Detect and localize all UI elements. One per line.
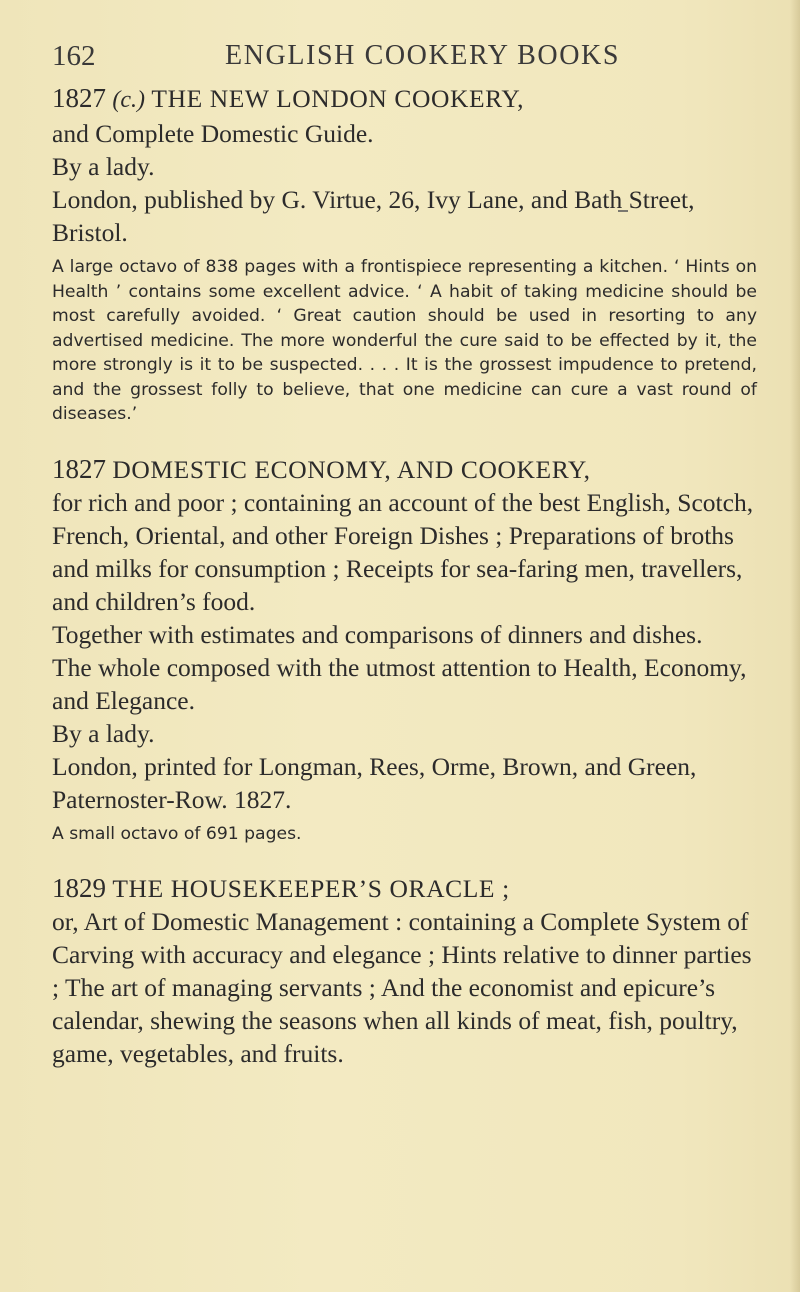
entry-year: 1827 bbox=[52, 83, 106, 113]
entry-line: Together with estimates and comparisons of dinners and dishes. bbox=[52, 619, 703, 649]
entry-line: By a lady. bbox=[52, 718, 155, 748]
entry-line: or, Art of Domestic Management : containing a Complete System of Carving with accuracy and elegance ; Hints relative to dinner parties ; The art of managing servants ; And the economist and epicure’s calendar, shewing the seasons when all kinds of meat, fish, poultry, game, vegetables, and fruits. bbox=[52, 907, 752, 1068]
entry-qualifier: (c.) bbox=[112, 87, 146, 113]
entry-heading bbox=[52, 82, 757, 117]
entry-note: A large octavo of 838 pages with a frontispiece representing a kitchen. ‘ Hints on Health ’ contains some excellent advice. ‘ A habit of taking medicine should be most carefully avoided. ‘ Great caution should be used in resorting to any advertised medicine. The more wonderful the cure said to be effected by it, the more strongly is it to be suspected. . . . It is the grossest impudence to pretend, and the grossest folly to believe, that one medicine can cure a vast round of diseases.’ bbox=[52, 257, 757, 424]
entry-line: for rich and poor ; containing an account of the best English, Scotch, French, Oriental, and other Foreign Dishes ; Preparations of broths and milks for consumption ; Receipts for sea-faring men, travellers, and children’s food. bbox=[52, 487, 754, 616]
entry-line: London, published by G. Virtue, 26, Ivy Lane, and Bath Street, Bristol. bbox=[52, 185, 695, 247]
entry-title: THE HOUSEKEEPER’S ORACLE ; bbox=[112, 874, 510, 903]
entry-line: London, printed for Longman, Rees, Orme, Brown, and Green, Paternoster-Row. 1827. bbox=[52, 751, 697, 814]
page-number: 162 bbox=[52, 40, 96, 72]
entry-title: DOMESTIC ECONOMY, AND COOKERY, bbox=[112, 454, 591, 484]
book-entry bbox=[52, 453, 757, 847]
entry-title: THE NEW LONDON COOKERY, bbox=[151, 84, 525, 113]
page-header bbox=[52, 40, 752, 80]
running-title: ENGLISH COOKERY BOOKS bbox=[225, 40, 621, 71]
book-entry bbox=[52, 872, 757, 1070]
entry-year: 1829 bbox=[52, 873, 106, 903]
entry-heading bbox=[52, 872, 757, 905]
book-entry bbox=[52, 82, 757, 427]
entry-line: The whole composed with the utmost attention to Health, Economy, and Elegance. bbox=[52, 652, 747, 715]
entry-heading bbox=[52, 453, 757, 486]
entry-line: and Complete Domestic Guide. bbox=[52, 119, 374, 148]
entry-note: A small octavo of 691 pages. bbox=[52, 823, 302, 844]
page-content bbox=[52, 82, 757, 1088]
entry-year: 1827 bbox=[52, 453, 106, 484]
entry-line: By a lady. bbox=[52, 152, 155, 181]
page-edge-shadow bbox=[790, 0, 800, 1292]
